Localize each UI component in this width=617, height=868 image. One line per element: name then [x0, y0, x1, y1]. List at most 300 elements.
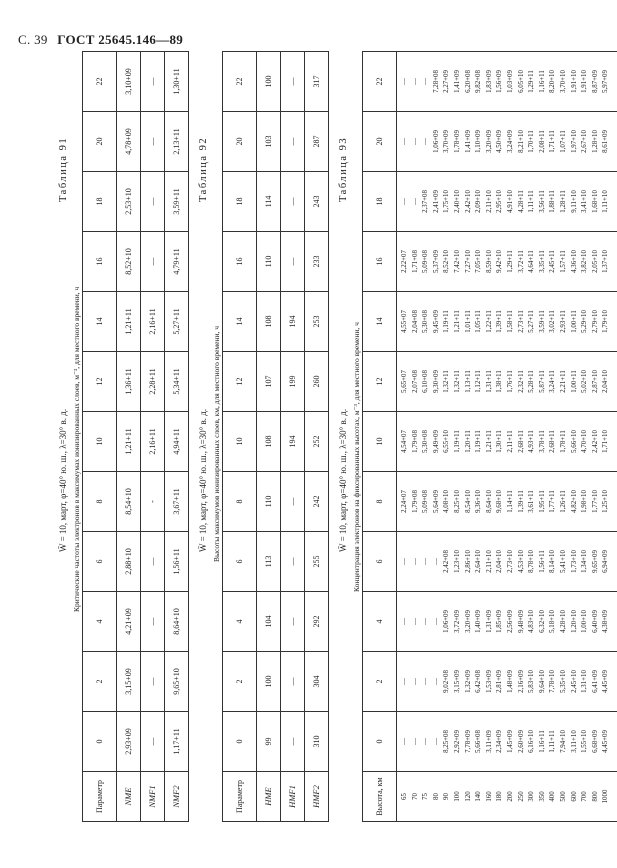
- value-cell: 1,30+11: [496, 430, 504, 453]
- value-cell: 1,11+11: [528, 190, 536, 213]
- value-cell: 1,31+10: [581, 670, 589, 693]
- value-cell: 8,78+10: [528, 550, 536, 573]
- value-cell: 3,10+09: [117, 52, 141, 112]
- value-cell: 1,01+11: [464, 310, 472, 333]
- value-cell: 2,95+10: [496, 190, 504, 213]
- value-cell: 5,65+07: [401, 370, 408, 393]
- value-cell: 3,59+11: [538, 310, 546, 333]
- value-cell: 1,06+09: [443, 610, 451, 633]
- value-cell: 6,16+10: [528, 730, 536, 753]
- value-cell: —: [422, 738, 430, 745]
- value-cell: 4,93+11: [528, 430, 536, 453]
- value-cell: 1,11+11: [549, 730, 557, 753]
- value-cell: 1,21+11: [453, 310, 461, 333]
- value-cell: 1,57+11: [559, 250, 567, 273]
- page-number: С. 39: [18, 32, 48, 47]
- value-cell: 104: [257, 592, 281, 652]
- value-cell: 1,38+11: [496, 370, 504, 393]
- param-name: HMF1: [281, 772, 305, 822]
- value-cell: —: [141, 652, 165, 712]
- value-cell: 1,26+11: [559, 490, 567, 513]
- value-cell: 1,77+10: [591, 490, 599, 513]
- param-header: Параметр: [83, 772, 117, 822]
- param-name: NME: [117, 772, 141, 822]
- value-cell: 194: [281, 292, 305, 352]
- value-cell: 2,88+10: [117, 532, 141, 592]
- value-cell: 1,78+11: [559, 430, 567, 453]
- value-cell: 1,79+08: [411, 490, 419, 513]
- value-cell: 3,20+09: [485, 130, 493, 153]
- value-cell: 1,55+10: [581, 730, 589, 753]
- value-cell: 3,61+11: [528, 490, 536, 513]
- value-cell: 4,91+10: [506, 190, 514, 213]
- heights-column: [397, 772, 617, 822]
- value-cell: 4,50+09: [496, 130, 504, 153]
- value-cell: 8,21+10: [517, 130, 525, 153]
- value-cell: 1,23+10: [453, 550, 461, 573]
- height-value: 350: [538, 791, 546, 802]
- value-cell: 8,52+10: [443, 250, 451, 273]
- value-cell: 3,70+09: [443, 130, 451, 153]
- hour-header: 6: [223, 532, 257, 592]
- value-cell: 255: [305, 532, 329, 592]
- value-cell: 3,15+09: [117, 652, 141, 712]
- hour-header: 8: [363, 472, 397, 532]
- value-cell: 1,28+11: [559, 190, 567, 213]
- value-cell: 1,28+10: [591, 130, 599, 153]
- value-cell: 1,19+11: [453, 430, 461, 453]
- value-cell: 1,83+09: [485, 70, 493, 93]
- value-cell: 3,24+11: [549, 370, 557, 393]
- value-cell: 1,41+09: [464, 130, 472, 153]
- value-cell: 4,82+10: [570, 490, 578, 513]
- value-cell: 3,15+09: [453, 670, 461, 693]
- height-value: 1000: [602, 789, 610, 804]
- value-cell: 4,38+09: [602, 610, 610, 633]
- value-cell: —: [422, 558, 430, 565]
- value-cell: 1,95+11: [538, 490, 546, 513]
- height-value: 250: [517, 791, 525, 802]
- value-cell: 1,25+10: [602, 490, 610, 513]
- value-cell: 9,30+09: [432, 370, 440, 393]
- value-cell: 2,04+10: [496, 550, 504, 573]
- hour-header: 16: [223, 232, 257, 292]
- param-name: HMF2: [305, 772, 329, 822]
- value-cell: 1,79+08: [411, 430, 419, 453]
- value-cell: 8,87+09: [591, 70, 599, 93]
- value-cell: 4,55+07: [401, 310, 408, 333]
- value-cell: —: [401, 138, 408, 145]
- table-91-caption: W̄ = 10, март, φ=40° ю. ш., λ=30° в. д.: [58, 408, 68, 552]
- table-91: [82, 51, 189, 822]
- value-cell: —: [401, 78, 408, 85]
- value-cell: 2,60+09: [517, 730, 525, 753]
- standard-title: ГОСТ 25645.146—89: [57, 32, 184, 47]
- value-cell: 7,94+10: [559, 730, 567, 753]
- value-cell: 2,11+10: [485, 190, 493, 213]
- value-cell: 113: [257, 532, 281, 592]
- value-cell: 2,68+11: [549, 430, 557, 453]
- value-cell: 1,41+09: [453, 70, 461, 93]
- hour-header: 14: [223, 292, 257, 352]
- value-cell: 1,29+11: [528, 70, 536, 93]
- value-cell: 1,98+10: [581, 490, 589, 513]
- value-cell: 2,92+09: [453, 730, 461, 753]
- value-cell: —: [281, 52, 305, 112]
- value-cell: 7,42+10: [453, 250, 461, 273]
- value-cell: 1,75+10: [443, 190, 451, 213]
- value-cell: —: [281, 172, 305, 232]
- value-cell: —: [411, 618, 419, 625]
- value-cell: 2,64+10: [475, 550, 483, 573]
- value-cell: 1,07+11: [559, 130, 567, 153]
- value-cell: 7,78+10: [549, 670, 557, 693]
- value-cell: 194: [281, 412, 305, 472]
- value-cell: 1,10+09: [475, 130, 483, 153]
- value-cell: 287: [305, 112, 329, 172]
- value-cell: 4,64+11: [528, 250, 536, 273]
- value-cell: 1,48+09: [506, 670, 514, 693]
- value-cell: 108: [257, 412, 281, 472]
- value-cell: 100: [257, 52, 281, 112]
- value-cell: 252: [305, 412, 329, 472]
- value-cell: 1,16+11: [538, 70, 546, 93]
- value-cell: —: [432, 558, 440, 565]
- value-cell: 9,02+08: [443, 670, 451, 693]
- table-91-label: Таблица 91: [58, 136, 69, 202]
- value-cell: 4,28+10: [559, 610, 567, 633]
- value-cell: 5,30+08: [422, 430, 430, 453]
- value-cell: 243: [305, 172, 329, 232]
- value-cell: 5,18+10: [549, 610, 557, 633]
- value-cell: 1,21+11: [485, 430, 493, 453]
- hour-header: 12: [363, 352, 397, 412]
- value-cell: 2,28+11: [141, 352, 165, 412]
- value-cell: 6,68+09: [591, 730, 599, 753]
- value-cell: 5,97+09: [602, 70, 610, 93]
- value-cell: 199: [281, 352, 305, 412]
- value-cell: 1,39+11: [517, 490, 525, 513]
- value-cell: 2,56+09: [506, 610, 514, 633]
- table-93-label: Таблица 93: [338, 136, 349, 202]
- value-cell: 2,87+10: [591, 370, 599, 393]
- value-cell: 1,29+11: [506, 250, 514, 273]
- value-cell: 2,13+11: [165, 112, 189, 172]
- value-cell: 5,27+11: [165, 292, 189, 352]
- hour-header: 0: [363, 712, 397, 772]
- table-92-label: Таблица 92: [198, 136, 209, 202]
- hour-header: 18: [363, 172, 397, 232]
- table-91-subcaption: Критические частоты электронов в максимумах ионизированных слоев, м⁻³, для местного времени, ч: [72, 286, 81, 612]
- value-cell: —: [432, 618, 440, 625]
- value-cell: 9,42+10: [496, 250, 504, 273]
- value-cell: 3,67+11: [165, 472, 189, 532]
- hour-header: 6: [363, 532, 397, 592]
- value-cell: 1,32+11: [443, 370, 451, 393]
- value-cell: 1,14+11: [506, 490, 514, 513]
- value-cell: 1,58+11: [506, 310, 514, 333]
- value-cell: 1,30+11: [165, 52, 189, 112]
- value-cell: —: [281, 652, 305, 712]
- value-cell: 233: [305, 232, 329, 292]
- value-cell: —: [141, 532, 165, 592]
- value-cell: 6,55+10: [443, 430, 451, 453]
- hour-header: 4: [223, 592, 257, 652]
- table-row: [117, 52, 141, 822]
- value-cell: 8,25+10: [453, 490, 461, 513]
- value-cell: 2,67+10: [581, 130, 589, 153]
- value-cell: —: [281, 232, 305, 292]
- value-cell: 2,34+09: [496, 730, 504, 753]
- value-cell: 1,78+09: [453, 130, 461, 153]
- value-cell: 1,56+11: [538, 550, 546, 573]
- table-row: [257, 52, 281, 822]
- hour-header: 16: [83, 232, 117, 292]
- param-name: NMF2: [165, 772, 189, 822]
- height-value: 80: [432, 793, 440, 800]
- page-header: [18, 32, 183, 48]
- hour-header: 14: [363, 292, 397, 352]
- value-cell: 1,19+11: [443, 310, 451, 333]
- value-cell: —: [281, 472, 305, 532]
- value-cell: 2,05+10: [591, 250, 599, 273]
- value-cell: 8,64+10: [485, 490, 493, 513]
- value-cell: 3,82+10: [581, 250, 589, 273]
- value-cell: —: [411, 558, 419, 565]
- value-cell: 3,35+11: [538, 250, 546, 273]
- value-cell: 2,08+11: [538, 130, 546, 153]
- hour-header: 18: [223, 172, 257, 232]
- value-cell: 7,78+09: [464, 730, 472, 753]
- value-cell: 1,12+11: [475, 370, 483, 393]
- value-cell: 6,40+09: [591, 610, 599, 633]
- value-cell: 253: [305, 292, 329, 352]
- hour-column: [397, 592, 617, 652]
- value-cell: —: [411, 738, 419, 745]
- hour-header: 0: [83, 712, 117, 772]
- hour-header: 4: [363, 592, 397, 652]
- hour-column: [397, 352, 617, 412]
- value-cell: 5,64+09: [432, 490, 440, 513]
- value-cell: 114: [257, 172, 281, 232]
- hour-header: 4: [83, 592, 117, 652]
- value-cell: —: [141, 52, 165, 112]
- value-cell: 1,00+11: [570, 310, 578, 333]
- height-value: 500: [559, 791, 567, 802]
- hour-column: [397, 712, 617, 772]
- value-cell: 1,36+11: [117, 352, 141, 412]
- hour-header: 22: [363, 52, 397, 112]
- height-value: 90: [443, 793, 451, 800]
- value-cell: -: [141, 472, 165, 532]
- value-cell: 110: [257, 472, 281, 532]
- value-cell: 8,54+10: [464, 490, 472, 513]
- hour-column: [397, 292, 617, 352]
- value-cell: 4,94+11: [165, 412, 189, 472]
- value-cell: 1,37+10: [602, 250, 610, 273]
- value-cell: 2,04+08: [411, 310, 419, 333]
- height-value: 600: [570, 791, 578, 802]
- value-cell: 1,68+10: [591, 190, 599, 213]
- hour-header: 22: [223, 52, 257, 112]
- table-row: [281, 52, 305, 822]
- value-cell: 2,22+07: [401, 250, 408, 273]
- value-cell: 1,71+10: [602, 430, 610, 453]
- value-cell: 1,19+11: [475, 430, 483, 453]
- value-cell: 1,73+10: [570, 550, 578, 573]
- hour-header: 2: [363, 652, 397, 712]
- value-cell: —: [141, 232, 165, 292]
- value-cell: 3,72+11: [517, 250, 525, 273]
- value-cell: 6,20+08: [464, 70, 472, 93]
- value-cell: 1,20+11: [464, 430, 472, 453]
- value-cell: 4,08+10: [443, 490, 451, 513]
- value-cell: —: [401, 618, 408, 625]
- value-cell: 5,41+10: [559, 550, 567, 573]
- hour-column: [397, 412, 617, 472]
- hour-header: 14: [83, 292, 117, 352]
- value-cell: 8,54+10: [117, 472, 141, 532]
- value-cell: 3,41+10: [581, 190, 589, 213]
- value-cell: 8,20+10: [549, 70, 557, 93]
- value-cell: 8,14+10: [549, 550, 557, 573]
- value-cell: 4,28+11: [517, 190, 525, 213]
- height-value: 120: [464, 791, 472, 802]
- value-cell: 3,02+11: [549, 310, 557, 333]
- value-cell: 2,68+11: [517, 430, 525, 453]
- value-cell: 9,11+10: [570, 190, 578, 213]
- hour-column: [397, 52, 617, 112]
- value-cell: —: [401, 198, 408, 205]
- value-cell: 2,27+09: [443, 70, 451, 93]
- value-cell: 5,37+09: [432, 250, 440, 273]
- value-cell: 9,64+10: [538, 670, 546, 693]
- height-value: 65: [401, 793, 408, 800]
- height-value: 700: [581, 791, 589, 802]
- value-cell: 7,27+10: [464, 250, 472, 273]
- value-cell: 2,16+09: [517, 670, 525, 693]
- value-cell: 2,41+09: [432, 190, 440, 213]
- value-cell: 5,27+11: [528, 310, 536, 333]
- value-cell: —: [422, 678, 430, 685]
- value-cell: 3,72+09: [453, 610, 461, 633]
- value-cell: 5,02+10: [581, 370, 589, 393]
- height-value: 300: [528, 791, 536, 802]
- value-cell: 1,31+09: [485, 610, 493, 633]
- hour-column: [397, 652, 617, 712]
- value-cell: 5,34+11: [165, 352, 189, 412]
- value-cell: 7,28+08: [432, 70, 440, 93]
- value-cell: 5,35+10: [559, 670, 567, 693]
- value-cell: 9,68+10: [496, 490, 504, 513]
- height-value: 160: [485, 791, 493, 802]
- value-cell: 317: [305, 52, 329, 112]
- value-cell: 5,30+08: [422, 310, 430, 333]
- value-cell: 1,77+11: [549, 490, 557, 513]
- value-cell: —: [401, 558, 408, 565]
- hour-header: 22: [83, 52, 117, 112]
- value-cell: 1,56+09: [496, 70, 504, 93]
- value-cell: 4,79+11: [165, 232, 189, 292]
- value-cell: 4,70+10: [581, 430, 589, 453]
- value-cell: 1,40+09: [475, 610, 483, 633]
- value-cell: 1,11+10: [602, 190, 610, 213]
- value-cell: 2,32+11: [517, 370, 525, 393]
- value-cell: 4,83+10: [528, 610, 536, 633]
- value-cell: 2,73+10: [506, 550, 514, 573]
- value-cell: 1,17+11: [165, 712, 189, 772]
- value-cell: 2,81+09: [496, 670, 504, 693]
- value-cell: 3,11+10: [570, 730, 578, 753]
- value-cell: 8,64+10: [165, 592, 189, 652]
- value-cell: 1,91+10: [570, 70, 578, 93]
- hour-column: [397, 112, 617, 172]
- hour-header: 20: [223, 112, 257, 172]
- value-cell: 2,16+11: [141, 412, 165, 472]
- value-cell: 5,66+10: [570, 430, 578, 453]
- hour-header: 10: [363, 412, 397, 472]
- value-cell: 2,37+08: [422, 190, 430, 213]
- value-cell: 292: [305, 592, 329, 652]
- value-cell: 8,59+10: [485, 250, 493, 273]
- value-cell: 5,29+10: [581, 310, 589, 333]
- value-cell: 8,61+09: [602, 130, 610, 153]
- value-cell: 1,22+11: [485, 310, 493, 333]
- param-name: HME: [257, 772, 281, 822]
- value-cell: 8,25+08: [443, 730, 451, 753]
- value-cell: 2,42+10: [464, 190, 472, 213]
- value-cell: 3,56+11: [538, 190, 546, 213]
- value-cell: 6,10+08: [422, 370, 430, 393]
- value-cell: 1,91+10: [581, 70, 589, 93]
- value-cell: 1,00+11: [570, 370, 578, 393]
- value-cell: 2,79+10: [591, 310, 599, 333]
- value-cell: 1,31+11: [485, 370, 493, 393]
- table-93-subcaption: Концентрация электронов на фиксированных высотах, м⁻³, для местного времени, ч: [352, 322, 361, 592]
- value-cell: —: [422, 138, 430, 145]
- height-value: 200: [506, 791, 514, 802]
- hour-column: [397, 532, 617, 592]
- value-cell: —: [411, 138, 419, 145]
- hour-header: 20: [363, 112, 397, 172]
- value-cell: 304: [305, 652, 329, 712]
- value-cell: 1,21+11: [117, 412, 141, 472]
- value-cell: —: [432, 738, 440, 745]
- value-cell: 1,45+09: [506, 730, 514, 753]
- value-cell: —: [411, 78, 419, 85]
- height-value: 100: [453, 791, 461, 802]
- value-cell: 1,13+11: [464, 370, 472, 393]
- hour-header: 10: [83, 412, 117, 472]
- value-cell: 7,05+10: [475, 250, 483, 273]
- value-cell: —: [401, 678, 408, 685]
- value-cell: 110: [257, 232, 281, 292]
- value-cell: 4,53+10: [517, 550, 525, 573]
- value-cell: 5,83+10: [528, 670, 536, 693]
- value-cell: 6,94+09: [602, 550, 610, 573]
- value-cell: 9,49+09: [432, 430, 440, 453]
- hour-header: 12: [223, 352, 257, 412]
- value-cell: 1,06+09: [432, 130, 440, 153]
- value-cell: —: [432, 678, 440, 685]
- table-92: [222, 51, 329, 822]
- value-cell: 3,20+09: [464, 610, 472, 633]
- value-cell: 2,93+11: [559, 310, 567, 333]
- value-cell: —: [141, 112, 165, 172]
- value-cell: 2,21+11: [559, 370, 567, 393]
- value-cell: 1,34+10: [581, 550, 589, 573]
- value-cell: 2,24+07: [401, 490, 408, 513]
